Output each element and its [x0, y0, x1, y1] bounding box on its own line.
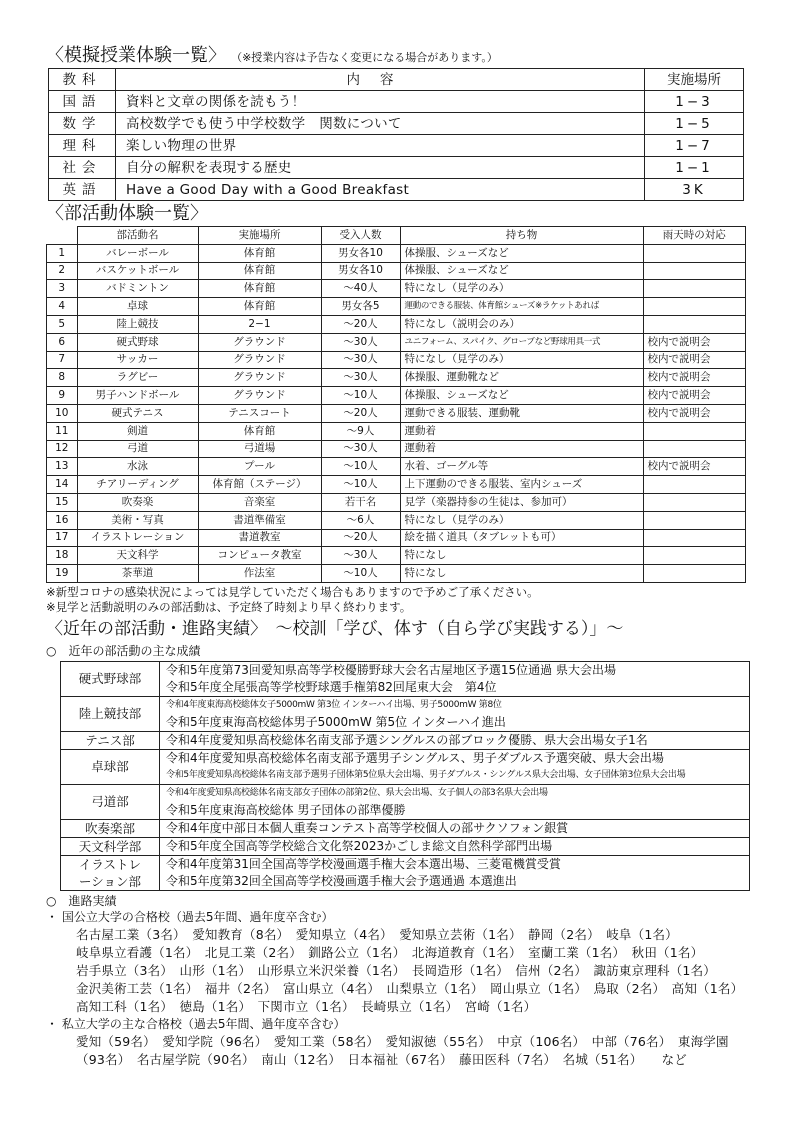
class-place: 1−1	[645, 157, 744, 179]
club-row	[47, 404, 746, 422]
club-place: 書道準備室	[198, 511, 321, 529]
header-content: 内容	[116, 69, 645, 91]
achievement-line: 令和4年度中部日本個人重奏コンテスト高等学校個人の部サクソフォン銀賞	[166, 820, 569, 835]
achievement-row	[61, 784, 750, 819]
club-capacity: 〜30人	[321, 440, 400, 458]
achievement-line: 令和4年度東海高校総体女子5000mW 第3位 インターハイ出場、男子5000mW 第8位	[166, 699, 502, 710]
club-name: 天文科学	[77, 547, 198, 565]
club-place: プール	[198, 458, 321, 476]
club-number: 6	[47, 333, 78, 351]
club-number: 4	[47, 298, 78, 316]
public-university-line: 岐阜県立看護（1名） 北見工業（2名） 釧路公立（1名） 北海道教育（1名） 室蘭工業（1名） 秋田（1名）	[76, 944, 704, 960]
club-rain	[643, 422, 746, 440]
club-items: 体操服、シューズなど	[400, 244, 643, 262]
club-name: 卓球	[77, 298, 198, 316]
club-items: 水着、ゴーグル等	[400, 458, 643, 476]
achievement-line: 令和5年度愛知県高校総体名南支部予選男子団体第5位県大会出場、男子ダブルス・シングルス県大会出場、女子団体第3位県大会出場	[166, 769, 686, 780]
achievement-club: 陸上競技部	[61, 696, 160, 731]
achievement-row	[61, 749, 750, 784]
achievement-row	[61, 731, 750, 749]
club-row	[47, 387, 746, 405]
club-items: 特になし	[400, 565, 643, 583]
club-items: 上下運動のできる服装、室内シューズ	[400, 476, 643, 494]
club-place: グラウンド	[198, 333, 321, 351]
club-rain	[643, 565, 746, 583]
club-name: バドミントン	[77, 280, 198, 298]
club-number: 3	[47, 280, 78, 298]
club-place: 書道教室	[198, 529, 321, 547]
achievement-club: 天文科学部	[61, 837, 160, 855]
class-content: 楽しい物理の世界	[116, 135, 645, 157]
club-rain	[643, 529, 746, 547]
club-row	[47, 262, 746, 280]
class-section-title: 〈模擬授業体験一覧〉	[46, 45, 226, 66]
club-rain	[643, 547, 746, 565]
class-subject: 理科	[49, 135, 116, 157]
club-capacity: 男女各10	[321, 262, 400, 280]
club-rain: 校内で説明会	[643, 404, 746, 422]
club-place: コンピュータ教室	[198, 547, 321, 565]
private-university-line: 愛知（59名） 愛知学院（96名） 愛知工業（58名） 愛知淑徳（55名） 中京（106名） 中部（76名） 東海学園	[76, 1033, 729, 1049]
club-items: 特になし（見学のみ）	[400, 351, 643, 369]
club-number: 19	[47, 565, 78, 583]
club-place: 体育館	[198, 280, 321, 298]
club-name: 茶華道	[77, 565, 198, 583]
achievement-line: 令和5年度第73回愛知県高等学校優勝野球大会名古屋地区予選15位通過 県大会出場	[166, 662, 616, 677]
club-name: バスケットボール	[77, 262, 198, 280]
club-number: 16	[47, 511, 78, 529]
club-row	[47, 422, 746, 440]
club-rain: 校内で説明会	[643, 387, 746, 405]
club-rain	[643, 262, 746, 280]
club-place: 2−1	[198, 315, 321, 333]
club-capacity: 〜10人	[321, 458, 400, 476]
club-name: チアリーディング	[77, 476, 198, 494]
club-notes	[46, 585, 754, 615]
club-rain	[643, 511, 746, 529]
achievement-line: 令和4年度愛知県高校総体名南支部女子団体の部第2位、県大会出場、女子個人の部3名県大会出場	[166, 787, 548, 798]
club-place: テニスコート	[198, 404, 321, 422]
class-subject: 国語	[49, 91, 116, 113]
club-items: 特になし	[400, 547, 643, 565]
header-subject: 教科	[49, 69, 116, 91]
club-row	[47, 529, 746, 547]
club-name: バレーボール	[77, 244, 198, 262]
club-capacity: 〜9人	[321, 422, 400, 440]
header-number	[47, 227, 78, 245]
achievement-row	[61, 855, 750, 890]
private-university-heading: ・ 私立大学の主な合格校（過去5年間、過年度卒含む）	[46, 1016, 346, 1031]
club-items: 特になし（見学のみ）	[400, 280, 643, 298]
class-row	[49, 179, 744, 201]
club-table	[46, 226, 746, 583]
club-section-title: 〈部活動体験一覧〉	[46, 203, 208, 224]
achievement-details	[160, 784, 750, 819]
club-table-body	[47, 244, 746, 582]
club-capacity: 〜40人	[321, 280, 400, 298]
achievement-club: 吹奏楽部	[61, 819, 160, 837]
club-items: 特になし（見学のみ）	[400, 511, 643, 529]
club-capacity: 〜20人	[321, 529, 400, 547]
club-name: ラグビー	[77, 369, 198, 387]
club-name: イラストレーション	[77, 529, 198, 547]
club-place: 体育館	[198, 262, 321, 280]
club-name: 吹奏楽	[77, 493, 198, 511]
club-items: 運動のできる服装、体育館シューズ※ラケットあれば	[400, 298, 643, 316]
club-number: 2	[47, 262, 78, 280]
class-place: 1−7	[645, 135, 744, 157]
club-name: 水泳	[77, 458, 198, 476]
club-place: 体育館	[198, 422, 321, 440]
achievement-row	[61, 661, 750, 696]
club-rain	[643, 476, 746, 494]
club-row	[47, 476, 746, 494]
achievement-details	[160, 696, 750, 731]
achievement-line: 令和5年度東海高校総体 男子団体の部準優勝	[166, 802, 406, 817]
class-place: 1−5	[645, 113, 744, 135]
public-university-line: 岩手県立（3名） 山形（1名） 山形県立米沢栄養（1名） 長岡造形（1名） 信州（2名） 諏訪東京理科（1名）	[76, 962, 716, 978]
club-row	[47, 280, 746, 298]
class-table-body	[49, 91, 744, 201]
club-name: 剣道	[77, 422, 198, 440]
public-university-line: 金沢美術工芸（1名） 福井（2名） 富山県立（4名） 山梨県立（1名） 岡山県立（1名） 鳥取（2名） 高知（1名）	[76, 980, 744, 996]
club-row	[47, 493, 746, 511]
club-row	[47, 369, 746, 387]
club-table-header	[47, 227, 746, 245]
achievement-club: 卓球部	[61, 749, 160, 784]
club-place: グラウンド	[198, 369, 321, 387]
class-row	[49, 157, 744, 179]
achievement-line: 令和5年度全尾張高等学校野球選手権第82回尾東大会 第4位	[166, 679, 497, 694]
club-capacity: 男女各10	[321, 244, 400, 262]
club-rain: 校内で説明会	[643, 351, 746, 369]
club-row	[47, 511, 746, 529]
club-name: 美術・写真	[77, 511, 198, 529]
class-place: 3K	[645, 179, 744, 201]
club-capacity: 〜10人	[321, 565, 400, 583]
public-university-list	[46, 926, 754, 1016]
class-table	[48, 68, 744, 201]
club-name: サッカー	[77, 351, 198, 369]
club-capacity: 〜30人	[321, 333, 400, 351]
club-number: 14	[47, 476, 78, 494]
club-number: 10	[47, 404, 78, 422]
results-section-title: 〈近年の部活動・進路実績〉 〜校訓「学び、体す（自ら学び実践する）」〜	[46, 618, 624, 639]
club-capacity: 〜10人	[321, 387, 400, 405]
achievement-row	[61, 837, 750, 855]
club-rain	[643, 298, 746, 316]
club-row	[47, 565, 746, 583]
class-content: 自分の解釈を表現する歴史	[116, 157, 645, 179]
club-results-heading: ○ 近年の部活動の主な成績	[46, 643, 201, 658]
club-items: 体操服、運動靴など	[400, 369, 643, 387]
achievement-line: 令和5年度東海高校総体男子5000mW 第5位 インターハイ進出	[166, 714, 506, 729]
club-place: 作法室	[198, 565, 321, 583]
club-items: 運動できる服装、運動靴	[400, 404, 643, 422]
achievement-line: 令和4年度第31回全国高等学校漫画選手権大会本選出場、三菱電機賞受賞	[166, 856, 561, 871]
club-row	[47, 440, 746, 458]
achievement-club-line: ーション部	[78, 873, 141, 889]
achievement-details	[160, 837, 750, 855]
class-row	[49, 113, 744, 135]
club-row	[47, 333, 746, 351]
class-content: 資料と文章の関係を読もう！	[116, 91, 645, 113]
club-number: 1	[47, 244, 78, 262]
club-row	[47, 547, 746, 565]
achievement-line: 令和5年度第32回全国高等学校漫画選手権大会予選通過 本選進出	[166, 873, 517, 888]
club-number: 13	[47, 458, 78, 476]
class-subject: 数学	[49, 113, 116, 135]
club-items: ユニフォーム、スパイク、グローブなど野球用具一式	[400, 333, 643, 351]
club-rain	[643, 280, 746, 298]
club-row	[47, 244, 746, 262]
club-place: 弓道場	[198, 440, 321, 458]
club-number: 11	[47, 422, 78, 440]
club-number: 18	[47, 547, 78, 565]
achievement-club	[61, 855, 160, 890]
club-capacity: 〜30人	[321, 351, 400, 369]
page	[46, 44, 754, 1069]
club-items: 体操服、シューズなど	[400, 387, 643, 405]
achievement-row	[61, 696, 750, 731]
achievements-table	[60, 661, 750, 891]
private-university-list	[46, 1033, 754, 1069]
achievements-body	[61, 661, 750, 890]
achievement-line: 令和4年度愛知県高校総体名南支部予選男子シングルス、男子ダブルス予選突破、県大会出場	[166, 750, 664, 765]
class-section-heading	[46, 44, 754, 68]
club-number: 12	[47, 440, 78, 458]
public-university-line: 名古屋工業（3名） 愛知教育（8名） 愛知県立（4名） 愛知県立芸術（1名） 静岡（2名） 岐阜（1名）	[76, 926, 678, 942]
club-row	[47, 315, 746, 333]
club-rain	[643, 244, 746, 262]
achievement-details	[160, 855, 750, 890]
achievement-club: テニス部	[61, 731, 160, 749]
club-items: 運動着	[400, 422, 643, 440]
header-rain: 雨天時の対応	[643, 227, 746, 245]
achievement-details	[160, 661, 750, 696]
header-items: 持ち物	[400, 227, 643, 245]
achievement-club: 硬式野球部	[61, 661, 160, 696]
club-rain	[643, 315, 746, 333]
class-row	[49, 91, 744, 113]
club-name: 硬式野球	[77, 333, 198, 351]
achievement-club: 弓道部	[61, 784, 160, 819]
club-number: 15	[47, 493, 78, 511]
class-section-note: （※授業内容は予告なく変更になる場合があります。）	[231, 51, 498, 64]
club-number: 8	[47, 369, 78, 387]
club-rain: 校内で説明会	[643, 458, 746, 476]
club-items: 絵を描く道具（タブレットも可）	[400, 529, 643, 547]
public-university-heading: ・ 国公立大学の合格校（過去5年間、過年度卒含む）	[46, 909, 334, 924]
club-row	[47, 298, 746, 316]
club-place: 体育館	[198, 244, 321, 262]
club-place: グラウンド	[198, 351, 321, 369]
header-club-name: 部活動名	[77, 227, 198, 245]
club-items: 体操服、シューズなど	[400, 262, 643, 280]
class-content: 高校数学でも使う中学校数学 関数について	[116, 113, 645, 135]
club-capacity: 〜6人	[321, 511, 400, 529]
club-capacity: 男女各5	[321, 298, 400, 316]
club-items: 特になし（説明会のみ）	[400, 315, 643, 333]
achievement-details	[160, 731, 750, 749]
club-rain: 校内で説明会	[643, 333, 746, 351]
public-university-line: 高知工科（1名） 徳島（1名） 下関市立（1名） 長崎県立（1名） 宮崎（1名）	[76, 998, 537, 1014]
club-capacity: 若干名	[321, 493, 400, 511]
club-place: 体育館（ステージ）	[198, 476, 321, 494]
club-items: 運動着	[400, 440, 643, 458]
header-club-place: 実施場所	[198, 227, 321, 245]
class-content: Have a Good Day with a Good Breakfast	[116, 179, 645, 201]
achievement-details	[160, 819, 750, 837]
club-row	[47, 351, 746, 369]
club-number: 17	[47, 529, 78, 547]
class-row	[49, 135, 744, 157]
class-place: 1−3	[645, 91, 744, 113]
club-note: ※見学と活動説明のみの部活動は、予定終了時刻より早く終わります。	[46, 599, 412, 614]
club-name: 弓道	[77, 440, 198, 458]
club-capacity: 〜20人	[321, 315, 400, 333]
club-name: 陸上競技	[77, 315, 198, 333]
club-capacity: 〜20人	[321, 404, 400, 422]
club-place: 体育館	[198, 298, 321, 316]
club-rain	[643, 493, 746, 511]
career-heading: ○ 進路実績	[46, 893, 117, 908]
header-place: 実施場所	[645, 69, 744, 91]
achievement-row	[61, 819, 750, 837]
achievement-line: 令和5年度全国高等学校総合文化祭2023かごしま総文自然科学部門出場	[166, 838, 553, 853]
achievement-line: 令和4年度愛知県高校総体名南支部予選シングルスの部ブロック優勝、県大会出場女子1名	[166, 732, 648, 747]
club-capacity: 〜30人	[321, 547, 400, 565]
club-number: 9	[47, 387, 78, 405]
club-capacity: 〜30人	[321, 369, 400, 387]
club-capacity: 〜10人	[321, 476, 400, 494]
club-number: 7	[47, 351, 78, 369]
club-place: グラウンド	[198, 387, 321, 405]
achievement-club-line: イラストレ	[78, 856, 142, 872]
class-subject: 社会	[49, 157, 116, 179]
club-items: 見学（楽器持参の生徒は、参加可）	[400, 493, 643, 511]
class-table-header	[49, 69, 744, 91]
achievement-details	[160, 749, 750, 784]
club-row	[47, 458, 746, 476]
club-rain	[643, 440, 746, 458]
club-note: ※新型コロナの感染状況によっては見学していただく場合もありますので予めご了承ください。	[46, 584, 539, 599]
club-rain: 校内で説明会	[643, 369, 746, 387]
class-subject: 英語	[49, 179, 116, 201]
header-capacity: 受入人数	[321, 227, 400, 245]
private-university-line: （93名） 名古屋学院（90名） 南山（12名） 日本福祉（67名） 藤田医科（7名） 名城（51名） など	[76, 1051, 687, 1067]
club-name: 男子ハンドボール	[77, 387, 198, 405]
club-place: 音楽室	[198, 493, 321, 511]
club-name: 硬式テニス	[77, 404, 198, 422]
club-number: 5	[47, 315, 78, 333]
